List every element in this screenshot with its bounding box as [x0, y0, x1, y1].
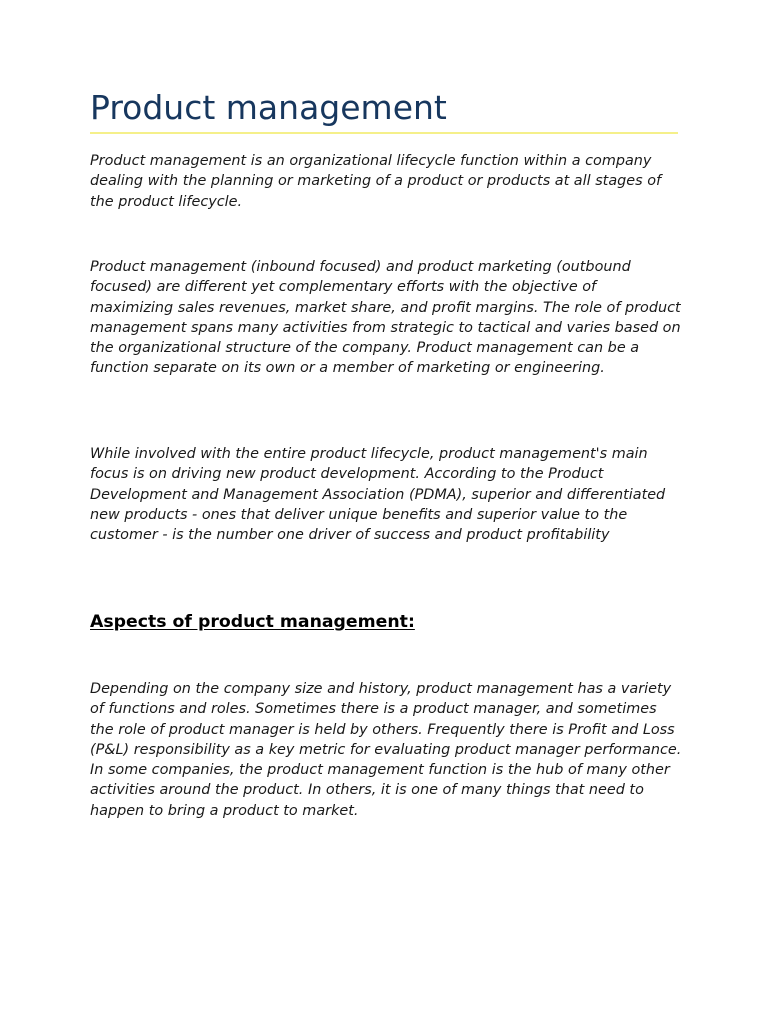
title-underline-rule [90, 132, 678, 134]
product-marketing-paragraph: Product management (inbound focused) and product marketing (outbound focused) are different yet complementary efforts with the objective of maximizing sales revenues, market share, and profit margins. The role of product management spans many activities from strategic to tactical and varies based on the organizational structure of the company. Product management can be a function separate on its own or a member of marketing or engineering. [90, 259, 681, 377]
page-title: Product management [90, 88, 447, 127]
aspects-paragraph: Depending on the company size and history, product management has a variety of functions and roles. Sometimes there is a product manager, and sometimes the role of product manager is held by others. Frequently there is Profit and Loss (P&L) responsibility as a key metric for evaluating product manager performance. In some companies, the product management function is the hub of many other activities around the product. In others, it is one of many things that need to happen to bring a product to market. [90, 681, 682, 819]
lifecycle-paragraph: While involved with the entire product lifecycle, product management's main focus is on driving new product development. According to the Product Development and Management Association (PDMA), superior and differentiated new products - ones that deliver unique benefits and superior value to the customer - is the number one driver of success and product profitability [90, 446, 666, 544]
intro-paragraph: Product management is an organizational lifecycle function within a company dealing with the planning or marketing of a product or products at all stages of the product lifecycle. [90, 153, 662, 210]
section-heading: Aspects of product management: [90, 612, 415, 632]
